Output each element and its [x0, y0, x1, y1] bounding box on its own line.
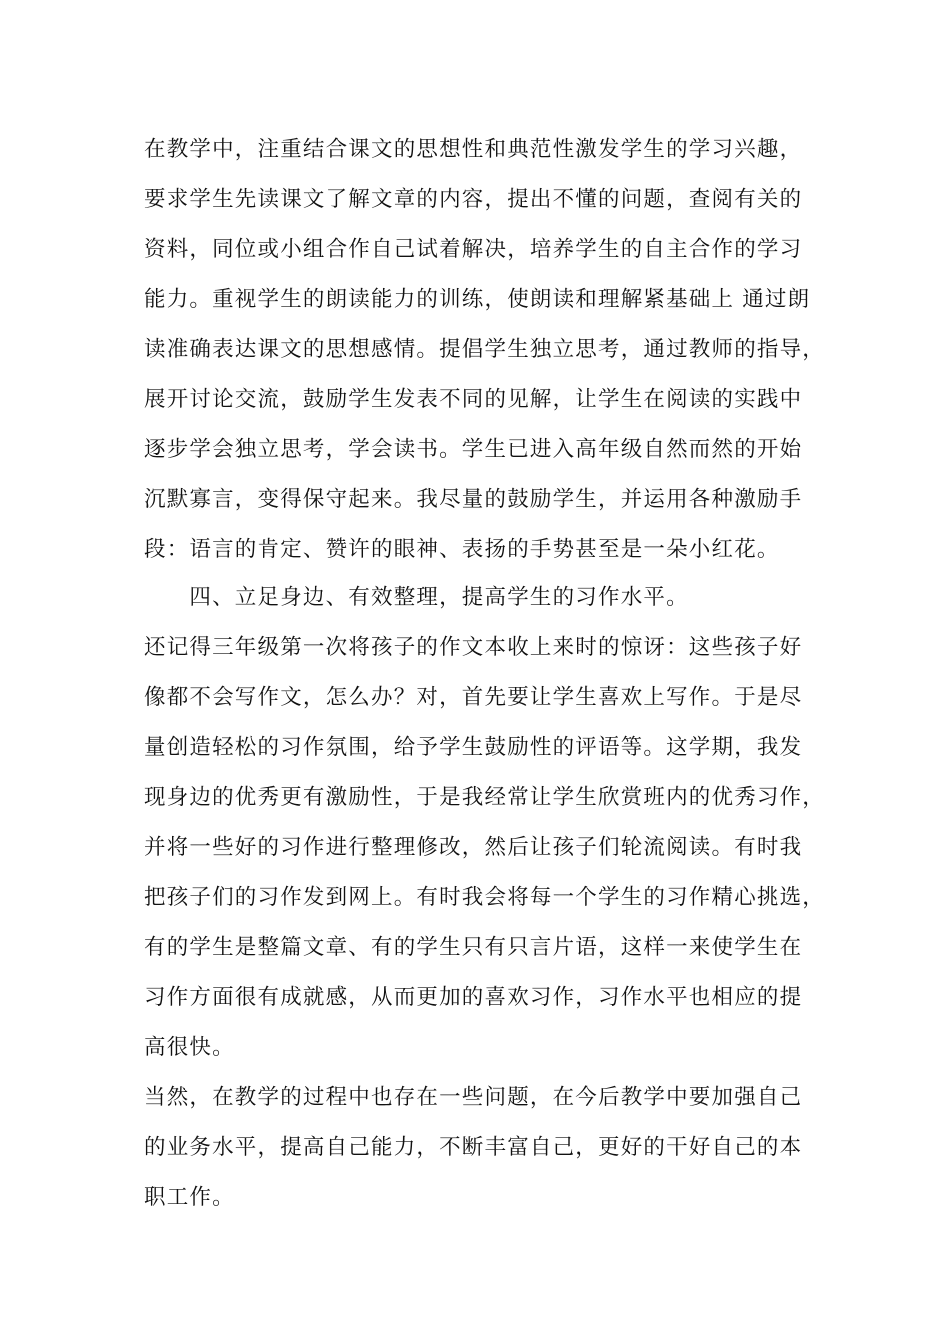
text-line: 展开讨论交流，鼓励学生发表不同的见解，让学生在阅读的实践中 — [144, 387, 803, 412]
text-line: 资料，同位或小组合作自己试着解决，培养学生的自主合作的学习 — [144, 237, 803, 262]
text-line: 读准确表达课文的思想感情。提倡学生独立思考，通过教师的指导， — [144, 337, 826, 362]
text-line: 还记得三年级第一次将孩子的作文本收上来时的惊讶：这些孩子好 — [144, 635, 803, 660]
text-line: 高很快。 — [144, 1035, 235, 1060]
text-line: 把孩子们的习作发到网上。有时我会将每一个学生的习作精心挑选， — [144, 885, 826, 910]
text-line: 的业务水平，提高自己能力，不断丰富自己，更好的干好自己的本 — [144, 1135, 803, 1160]
text-line: 职工作。 — [144, 1185, 235, 1210]
text-line: 沉默寡言，变得保守起来。我尽量的鼓励学生，并运用各种激励手 — [144, 487, 803, 512]
text-line: 习作方面很有成就感，从而更加的喜欢习作，习作水平也相应的提 — [144, 985, 803, 1010]
section-heading: 四、立足身边、有效整理，提高学生的习作水平。 — [144, 585, 689, 610]
text-line: 现身边的优秀更有激励性，于是我经常让学生欣赏班内的优秀习作， — [144, 785, 826, 810]
text-line: 能力。重视学生的朗读能力的训练，使朗读和理解紧基础上 通过朗 — [144, 287, 811, 312]
text-line: 有的学生是整篇文章、有的学生只有只言片语，这样一来使学生在 — [144, 935, 803, 960]
text-line: 在教学中，注重结合课文的思想性和典范性激发学生的学习兴趣， — [144, 137, 803, 162]
text-line: 要求学生先读课文了解文章的内容，提出不懂的问题，查阅有关的 — [144, 187, 803, 212]
text-line: 量创造轻松的习作氛围，给予学生鼓励性的评语等。这学期，我发 — [144, 735, 803, 760]
text-line: 像都不会写作文，怎么办？对，首先要让学生喜欢上写作。于是尽 — [144, 685, 803, 710]
text-line: 段：语言的肯定、赞许的眼神、表扬的手势甚至是一朵小红花。 — [144, 537, 780, 562]
text-line: 并将一些好的习作进行整理修改，然后让孩子们轮流阅读。有时我 — [144, 835, 803, 860]
text-line: 当然，在教学的过程中也存在一些问题，在今后教学中要加强自己 — [144, 1085, 803, 1110]
text-line: 逐步学会独立思考，学会读书。学生已进入高年级自然而然的开始 — [144, 437, 803, 462]
